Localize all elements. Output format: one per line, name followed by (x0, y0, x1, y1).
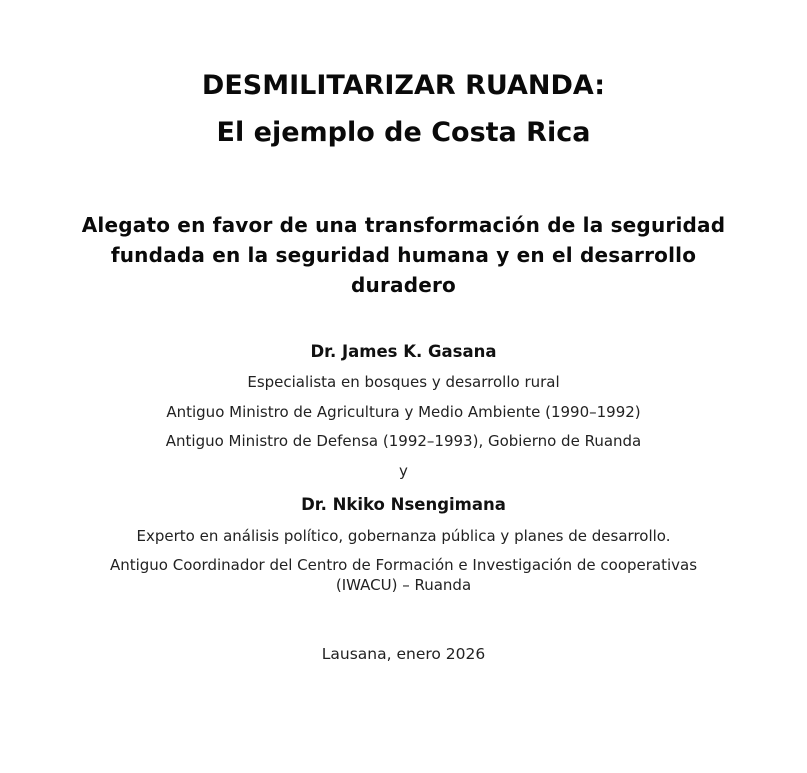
conjunction: y (399, 462, 408, 480)
author-1-role-1: Especialista en bosques y desarrollo rural (247, 373, 560, 391)
author-1-role-2: Antiguo Ministro de Agricultura y Medio Ambiente (1990–1992) (166, 403, 641, 421)
subtitle-line-1: Alegato en favor de una transformación de la seguridad (81, 213, 726, 237)
author-2-role-1: Experto en análisis político, gobernanza pública y planes de desarrollo. (136, 527, 671, 545)
author-2-role-2: Antiguo Coordinador del Centro de Formación e Investigación de cooperativas (109, 556, 698, 574)
title-line-2: El ejemplo de Costa Rica (216, 117, 591, 148)
subtitle-line-3: duradero (351, 273, 456, 297)
subtitle-line-2: fundada en la seguridad humana y en el desarrollo (110, 243, 697, 267)
author-2-role-3: (IWACU) – Ruanda (335, 576, 472, 594)
place-date: Lausana, enero 2026 (321, 645, 486, 663)
title-line-1: DESMILITARIZAR RUANDA: (201, 70, 606, 101)
author-2-name: Dr. Nkiko Nsengimana (301, 495, 506, 514)
author-1-name: Dr. James K. Gasana (310, 342, 497, 361)
author-1-role-3: Antiguo Ministro de Defensa (1992–1993), Gobierno de Ruanda (165, 432, 642, 450)
